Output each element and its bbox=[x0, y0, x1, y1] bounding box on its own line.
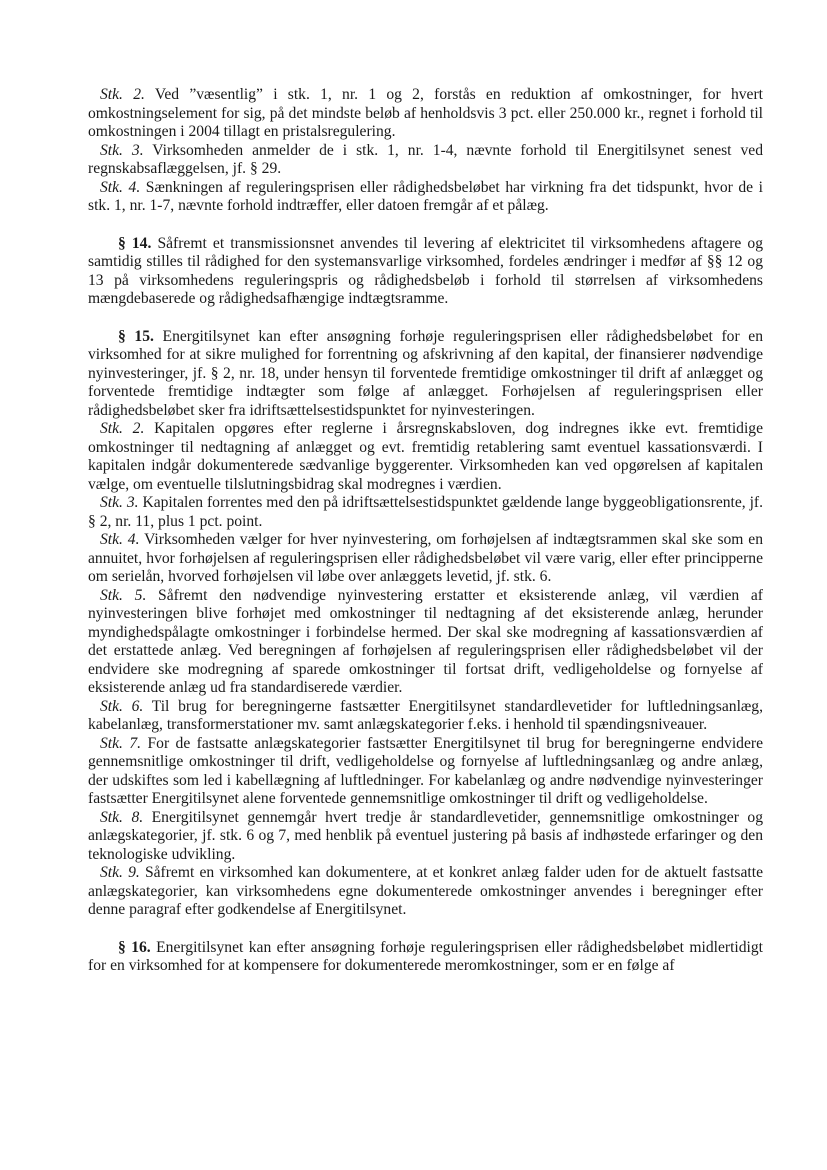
section-14 bbox=[88, 235, 763, 309]
subsection-marker: Stk. 8. bbox=[100, 808, 144, 826]
subsection-marker: Stk. 6. bbox=[100, 697, 144, 715]
subsection-marker: Stk. 4. bbox=[100, 178, 141, 196]
paragraph-gap bbox=[88, 920, 763, 939]
paragraph-text: Såfremt et transmissionsnet anvendes til levering af elektricitet til virksomhedens aftagere og samtidig stilles til rådighed for den systemansvarlige virksomhed, fordeles ændringer i medfør af §§ 12 og 13 på virksomhedens reguleringspris og rådighedsbeløb i forhold til størrelsen af virksomhedens mængdebaserede og rådighedsafhængige indtægtsramme. bbox=[88, 234, 764, 307]
paragraph-stk-6 bbox=[88, 698, 763, 735]
paragraph-text: Til brug for beregningerne fastsætter Energitilsynet standardlevetider for luftledningsanlæg, kabelanlæg, transformerstationer mv. samt anlægskategorier f.eks. i henhold til spændingsniveauer. bbox=[88, 697, 764, 733]
subsection-marker: Stk. 3. bbox=[100, 494, 139, 511]
subsection-marker: Stk. 5. bbox=[100, 586, 147, 604]
paragraph-text: Energitilsynet kan efter ansøgning forhøje reguleringsprisen eller rådighedsbeløbet for en virksomhed for at sikre mulighed for forrentning og afskrivning af den kapital, der finansierer nødvendige nyinvesteringer, jf. § 2, nr. 18, under hensyn til forventede fremtidige omkostninger til drift af anlægget og forventede fremtidige indtægter som følge af anlægget. Forhøjelsen af reguleringsprisen eller rådighedsbeløbet sker fra idriftsættelsestidspunktet for nyinvesteringen. bbox=[88, 327, 763, 419]
paragraph-stk-4 bbox=[88, 179, 763, 216]
paragraph-text: Virksomheden anmelder de i stk. 1, nr. 1-4, nævnte forhold til Energitilsynet senest ved regnskabsaflæggelsen, jf. § 29. bbox=[88, 141, 763, 177]
paragraph-stk-8 bbox=[88, 809, 763, 865]
section-15 bbox=[88, 328, 763, 421]
paragraph-text: Kapitalen opgøres efter reglerne i årsregnskabsloven, dog indregnes ikke evt. fremtidige omkostninger til nedtagning af anlægget og evt. fremtidig retablering samt eventuel kassationsværdi. I kapitalen indgår dokumenterede sædvanlige byggerenter. Virksomheden kan ved opgørelsen af kapitalen vælge, om eventuelle tilslutningsbidrag skal modregnes i værdien. bbox=[88, 420, 763, 493]
paragraph-stk-3 bbox=[88, 142, 763, 179]
paragraph-stk-3 bbox=[88, 494, 763, 531]
paragraph-stk-5 bbox=[88, 587, 763, 698]
paragraph-stk-2 bbox=[88, 420, 763, 494]
paragraph-stk-9 bbox=[88, 864, 763, 920]
paragraph-text: Såfremt den nødvendige nyinvestering erstatter et eksisterende anlæg, vil værdien af nyinvesteringen blive forhøjet med omkostninger til nedtagning af det eksisterende anlæg, herunder myndighedspålagte omkostninger i forbindelse hermed. Der skal ske modregning af kassationsværdien af det erstattede anlæg. Ved beregningen af forhøjelsen af reguleringsprisen eller rådighedsbeløbet vil der endvidere ske modregning af sparede omkostninger til fortsat drift, vedligeholdelse og fornyelse af eksisterende anlæg ud fra standardiserede værdier. bbox=[88, 586, 763, 696]
paragraph-gap bbox=[88, 216, 763, 235]
subsection-marker: Stk. 7. bbox=[100, 734, 142, 752]
paragraph-text: Kapitalen forrentes med den på idriftsættelsestidspunktet gældende lange byggeobligationsrente, jf. § 2, nr. 11, plus 1 pct. point. bbox=[88, 494, 764, 530]
paragraph-text: Ved ”væsentlig” i stk. 1, nr. 1 og 2, forstås en reduktion af omkostninger, for hvert omkostningselement for sig, på det mindste beløb af henholdsvis 3 pct. eller 250.000 kr., regnet i forhold til omkostningen i 2004 tillagt en pristalsregulering. bbox=[88, 86, 763, 140]
subsection-marker: Stk. 9. bbox=[100, 864, 140, 881]
subsection-marker: Stk. 4. bbox=[100, 531, 140, 548]
section-marker: § 14. bbox=[118, 234, 152, 252]
paragraph-stk-2 bbox=[88, 86, 763, 142]
paragraph-text: Sænkningen af reguleringsprisen eller rådighedsbeløbet har virkning fra det tidspunkt, hvor de i stk. 1, nr. 1-7, nævnte forhold indtræffer, eller datoen fremgår af et pålæg. bbox=[88, 178, 763, 214]
paragraph-text: Virksomheden vælger for hver nyinvestering, om forhøjelsen af indtægtsrammen skal ske som en annuitet, hvor forhøjelsen af reguleringsprisen eller rådighedsbeløbet vil være varig, eller efter principperne om serielån, hvorved forhøjelsen vil løbe over anlæggets levetid, jf. stk. 6. bbox=[88, 531, 764, 585]
paragraph-text: Energitilsynet kan efter ansøgning forhøje reguleringsprisen eller rådighedsbeløbet midlertidigt for en virksomhed for at kompensere for dokumenterede meromkostninger, som er en følge af bbox=[88, 938, 764, 974]
paragraph-text: Energitilsynet gennemgår hvert tredje år standardlevetider, gennemsnitlige omkostninger og anlægskategorier, jf. stk. 6 og 7, med henblik på eventuel justering på basis af indhøstede erfaringer og den teknologiske udvikling. bbox=[88, 808, 763, 863]
paragraph-stk-4 bbox=[88, 531, 763, 587]
paragraph-text: Såfremt en virksomhed kan dokumentere, at et konkret anlæg falder uden for de aktuelt fastsatte anlægskategorier, kan virksomhedens egne dokumenterede omkostninger anvendes i beregninger efter denne paragraf efter godkendelse af Energitilsynet. bbox=[88, 864, 763, 918]
section-16 bbox=[88, 939, 763, 976]
paragraph-text: For de fastsatte anlægskategorier fastsætter Energitilsynet til brug for beregningerne endvidere gennemsnitlige omkostninger til drift, vedligeholdelse og fornyelse af luftledningsanlæg og andre anlæg, der udskiftes som led i kabellægning af luftledninger. For kabelanlæg og andre nødvendige nyinvesteringer fastsætter Energitilsynet alene forventede gennemsnitlige omkostninger til drift og vedligeholdelse. bbox=[88, 734, 763, 807]
subsection-marker: Stk. 2. bbox=[100, 420, 145, 437]
paragraph-gap bbox=[88, 309, 763, 328]
section-marker: § 16. bbox=[118, 938, 151, 956]
subsection-marker: Stk. 3. bbox=[100, 141, 144, 159]
subsection-marker: Stk. 2. bbox=[100, 86, 145, 103]
paragraph-stk-7 bbox=[88, 735, 763, 809]
document-body bbox=[88, 86, 763, 976]
section-marker: § 15. bbox=[118, 327, 154, 345]
